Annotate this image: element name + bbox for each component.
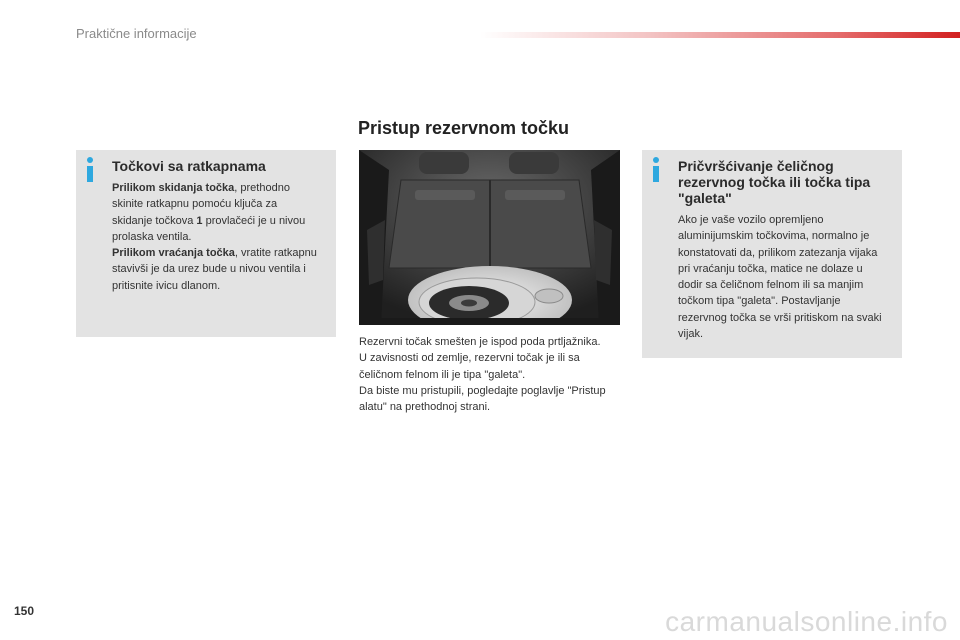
section-title: Pristup rezervnom točku — [358, 118, 570, 138]
running-header: Praktične informacije — [76, 26, 197, 41]
paragraph: Da biste mu pristupili, pogledajte poglavlje "Pristup alatu" na prethodnoj strani. — [359, 384, 606, 414]
info-box-title: Pričvršćivanje čeličnog rezervnog točka ili točka tipa "galeta" — [678, 158, 871, 206]
info-box-text: Prilikom skidanja točka, prethodno skinite ratkapnu pomoću ključa za skidanje točkova 1 provlačeći je u nivou prolaska ventila. Prilikom vraćanja točka, vratite ratkapnu stavivši je da urez bude u nivou ventila i pritisnite ivicu dlanom. — [112, 182, 317, 292]
paragraph: Rezervni točak smešten je ispod poda prtljažnika. — [359, 336, 601, 348]
removal-label: Prilikom skidanja točka — [112, 182, 235, 194]
refit-label: Prilikom vraćanja točka — [112, 247, 235, 260]
info-box-spare-fixing — [642, 150, 902, 358]
info-box-text: Ako je vaše vozilo opremljeno aluminijumskim točkovima, normalno je konstatovati da, prilikom zatezanja vijaka pri vraćanju točka, matice ne dolaze u dodir sa čeličnom felnom ili sa manjim točkom tipa "galeta". Postavljanje rezervnog točka se vrši pritiskom na svaki vijak. — [678, 214, 882, 341]
page-number: 150 — [14, 604, 35, 618]
watermark: carmanualsonline.info — [665, 606, 948, 637]
wrench-number: 1 — [196, 214, 203, 227]
paragraph: U zavisnosti od zemlje, rezervni točak je ili sa čeličnom felnom ili je tipa "galeta". — [359, 352, 580, 381]
header-accent-bar — [480, 32, 960, 38]
trunk-spare-wheel-photo — [359, 150, 620, 325]
info-icon — [84, 157, 96, 183]
info-box-hubcaps — [76, 150, 336, 337]
info-box-title: Točkovi sa ratkapnama — [112, 158, 266, 174]
spare-wheel-description — [359, 334, 621, 415]
info-icon — [650, 157, 662, 183]
